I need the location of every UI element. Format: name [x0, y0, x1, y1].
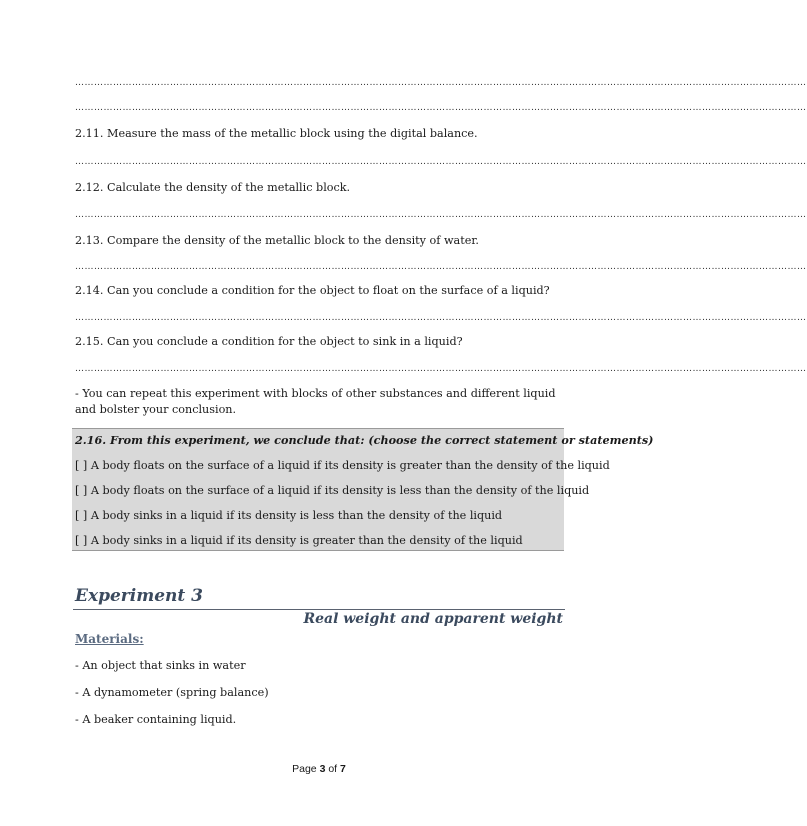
- heading-divider: [73, 609, 565, 610]
- checkbox-option[interactable]: [ ] A body floats on the surface of a liquid if its density is less than the density of the liquid: [75, 484, 590, 497]
- answer-line: ……………………………………………………………………………………………………………………………………………………………………………………………………………: [75, 364, 807, 374]
- repeat-note: - You can repeat this experiment with blocks of other substances and different liquid and bolster your conclusion.: [75, 387, 556, 416]
- question-2-11: 2.11. Measure the mass of the metallic block using the digital balance.: [75, 127, 478, 140]
- checkbox-option[interactable]: [ ] A body sinks in a liquid if its density is less than the density of the liquid: [75, 509, 503, 522]
- material-item: - A beaker containing liquid.: [75, 713, 237, 726]
- checkbox-option[interactable]: [ ] A body sinks in a liquid if its density is greater than the density of the liquid: [75, 534, 523, 547]
- experiment-subtitle: Real weight and apparent weight: [303, 611, 563, 627]
- question-2-12: 2.12. Calculate the density of the metallic block.: [75, 181, 351, 194]
- conclusion-title: 2.16. From this experiment, we conclude that: (choose the correct statement or statements): [75, 433, 654, 447]
- material-item: - An object that sinks in water: [75, 659, 246, 672]
- experiment-title: Experiment 3: [75, 586, 203, 606]
- answer-line: ……………………………………………………………………………………………………………………………………………………………………………………………………………: [75, 157, 807, 167]
- answer-line: ……………………………………………………………………………………………………………………………………………………………………………………………………………: [75, 313, 807, 323]
- checkbox-option[interactable]: [ ] A body floats on the surface of a liquid if its density is greater than the density of the liquid: [75, 459, 610, 472]
- page-middle: of: [325, 763, 341, 775]
- question-2-14: 2.14. Can you conclude a condition for the object to float on the surface of a liquid?: [75, 284, 550, 297]
- answer-line: ……………………………………………………………………………………………………………………………………………………………………………………………………………: [75, 262, 807, 272]
- conclusion-box: [72, 428, 654, 551]
- page-total: 7: [340, 763, 346, 775]
- page-prefix: Page: [292, 763, 320, 775]
- question-2-13: 2.13. Compare the density of the metallic block to the density of water.: [75, 234, 479, 247]
- answer-line: ……………………………………………………………………………………………………………………………………………………………………………………………………………: [75, 78, 807, 88]
- page-footer: [0, 763, 638, 775]
- answer-line: ……………………………………………………………………………………………………………………………………………………………………………………………………………: [75, 103, 807, 113]
- page-current: 3: [319, 763, 326, 775]
- question-2-15: 2.15. Can you conclude a condition for the object to sink in a liquid?: [75, 335, 463, 348]
- material-item: - A dynamometer (spring balance): [75, 686, 269, 699]
- answer-line: ……………………………………………………………………………………………………………………………………………………………………………………………………………: [75, 210, 807, 220]
- materials-heading: Materials:: [75, 632, 144, 646]
